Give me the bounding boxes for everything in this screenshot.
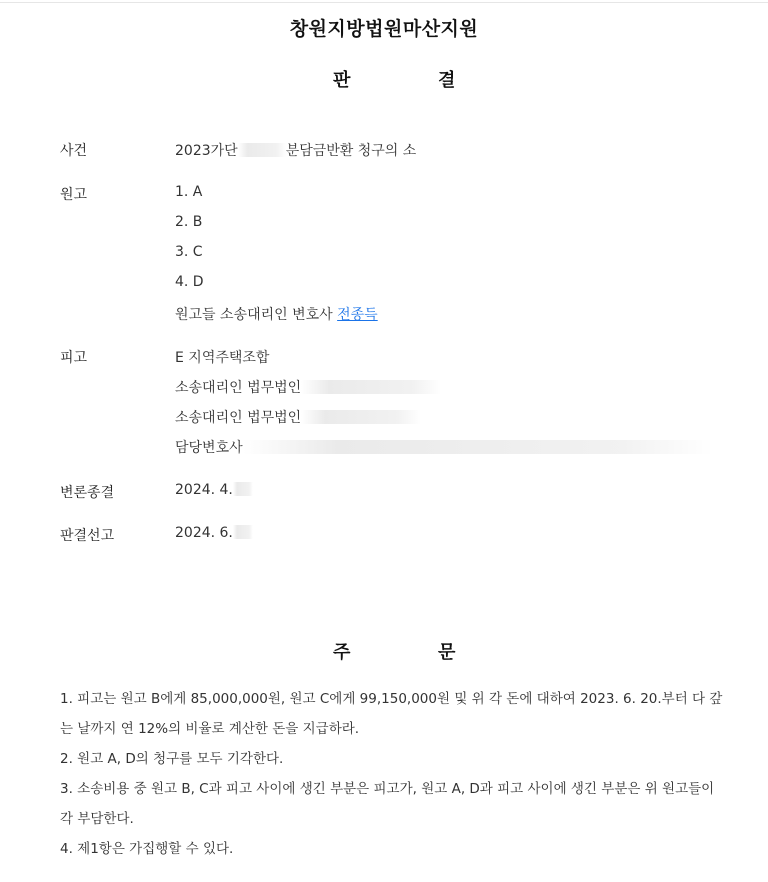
redaction <box>301 410 421 424</box>
plaintiff-counsel <box>175 304 378 324</box>
plaintiff-counsel-prefix: 원고들 소송대리인 변호사 <box>175 307 338 323</box>
counsel-name-link[interactable]: 전종득 <box>337 307 378 323</box>
defendant-counsel-1 <box>175 377 441 397</box>
defendant-counsel-2-text: 소송대리인 법무법인 <box>175 410 302 426</box>
defendant-name: E 지역주택조합 <box>175 350 270 366</box>
redaction <box>233 482 253 496</box>
case-label: 사건 <box>60 143 88 159</box>
order-item-3: 3. 소송비용 중 원고 B, C과 피고 사이에 생긴 부분은 피고가, 원고 A, D과 피고 사이에 생긴 부분은 위 원고들이 각 부담한다. <box>60 781 715 827</box>
judgment-date: 2024. 6. <box>175 525 233 541</box>
top-divider <box>0 2 768 3</box>
plaintiff-3: 3. C <box>175 244 203 260</box>
hearing-end-value <box>175 482 253 498</box>
hearing-end-label: 변론종결 <box>60 485 115 501</box>
redaction <box>238 143 286 157</box>
defendant-counsel-2 <box>175 407 421 427</box>
defendant-attorney <box>175 437 713 457</box>
redaction <box>243 440 713 454</box>
judgment-date-value <box>175 525 253 541</box>
defendant-attorney-text: 담당변호사 <box>175 440 243 456</box>
redaction <box>233 525 253 539</box>
order-item-1: 1. 피고는 원고 B에게 85,000,000원, 원고 C에게 99,150,000원 및 위 각 돈에 대하여 2023. 6. 20.부터 다 갚는 날까지 연 12%의 비율로 계산한 돈을 지급하라. <box>60 691 723 737</box>
case-title: 분담금반환 청구의 소 <box>285 143 417 159</box>
case-number: 2023가단 <box>175 143 238 159</box>
defendant-counsel-1-text: 소송대리인 법무법인 <box>175 380 302 396</box>
judgment-date-label: 판결선고 <box>60 528 115 544</box>
order-item-4: 4. 제1항은 가집행할 수 있다. <box>60 841 234 857</box>
plaintiff-label: 원고 <box>60 187 88 203</box>
order-title-char-1: 주 <box>333 642 351 663</box>
judgment-title-char-1: 판 <box>333 70 351 91</box>
plaintiff-4: 4. D <box>175 274 204 290</box>
case-value <box>175 140 416 160</box>
redaction <box>301 380 441 394</box>
judgment-title-char-2: 결 <box>438 70 456 91</box>
plaintiff-1: 1. A <box>175 184 203 200</box>
hearing-end-date: 2024. 4. <box>175 482 233 498</box>
order-title-char-2: 문 <box>438 642 456 663</box>
order-item-2: 2. 원고 A, D의 청구를 모두 기각한다. <box>60 751 284 767</box>
order-list <box>60 684 730 864</box>
court-name: 창원지방법원마산지원 <box>289 18 479 40</box>
defendant-label: 피고 <box>60 350 88 366</box>
plaintiff-2: 2. B <box>175 214 203 230</box>
